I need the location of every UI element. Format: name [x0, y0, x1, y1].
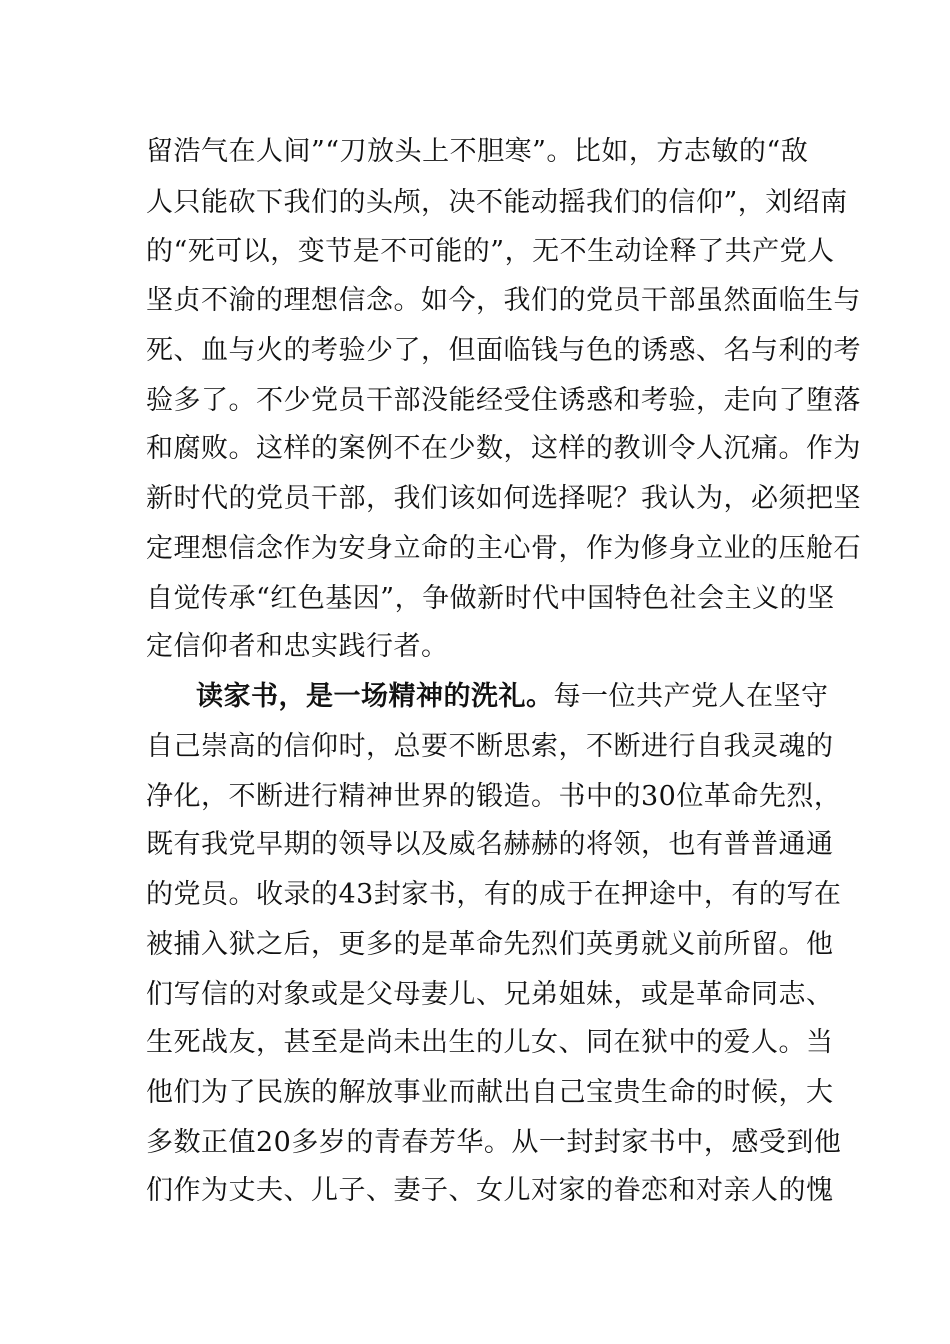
paragraph-2-line-5: 的党员。收录的43封家书，有的成于在押途中，有的写在 [146, 879, 842, 910]
paragraph-2-line-6: 被捕入狱之后，更多的是革命先烈们英勇就义前所留。他 [146, 929, 834, 960]
paragraph-1-line-6: 验多了。不少党员干部没能经受住诱惑和考验，走向了堕落 [146, 385, 861, 416]
paragraph-1-line-5: 死、血与火的考验少了，但面临钱与色的诱惑、名与利的考 [146, 335, 861, 366]
paragraph-1-line-2: 人只能砍下我们的头颅，决不能动摇我们的信仰”，刘绍南 [146, 187, 848, 218]
paragraph-2-line-9: 他们为了民族的解放事业而献出自己宝贵生命的时候，大 [146, 1077, 834, 1108]
paragraph-1-line-1: 留浩气在人间”“刀放头上不胆寒”。比如，方志敏的“敌 [146, 136, 809, 167]
paragraph-2-heading: 读家书，是一场精神的洗礼。 [196, 681, 554, 712]
paragraph-1-line-3: 的“死可以，变节是不可能的”，无不生动诠释了共产党人 [146, 236, 835, 267]
paragraph-1-line-11: 定信仰者和忠实践行者。 [146, 631, 449, 662]
paragraph-2-line-8: 生死战友，甚至是尚未出生的儿女、同在狱中的爱人。当 [146, 1027, 834, 1058]
paragraph-1-line-9: 定理想信念作为安身立命的主心骨，作为修身立业的压舱石 [146, 533, 861, 564]
paragraph-2-line-11: 们作为丈夫、儿子、妻子、女儿对家的眷恋和对亲人的愧 [146, 1175, 834, 1206]
paragraph-1-line-10: 自觉传承“红色基因”，争做新时代中国特色社会主义的坚 [146, 583, 835, 614]
paragraph-2-line-2: 自己崇高的信仰时，总要不断思索，不断进行自我灵魂的 [146, 731, 834, 762]
paragraph-1-line-7: 和腐败。这样的案例不在少数，这样的教训令人沉痛。作为 [146, 433, 861, 464]
paragraph-1-line-8: 新时代的党员干部，我们该如何选择呢？我认为，必须把坚 [146, 483, 861, 514]
paragraph-2-first-line [196, 679, 829, 715]
paragraph-2-line-3: 净化，不断进行精神世界的锻造。书中的30位革命先烈， [146, 781, 842, 812]
paragraph-2-line-7: 们写信的对象或是父母妻儿、兄弟姐妹，或是革命同志、 [146, 979, 834, 1010]
paragraph-2-line-10: 多数正值20多岁的青春芳华。从一封封家书中，感受到他 [146, 1127, 842, 1158]
paragraph-2-first-line-rest: 每一位共产党人在坚守 [553, 681, 829, 712]
paragraph-2-line-4: 既有我党早期的领导以及威名赫赫的将领，也有普普通通 [146, 829, 834, 860]
paragraph-1-line-4: 坚贞不渝的理想信念。如今，我们的党员干部虽然面临生与 [146, 285, 861, 316]
